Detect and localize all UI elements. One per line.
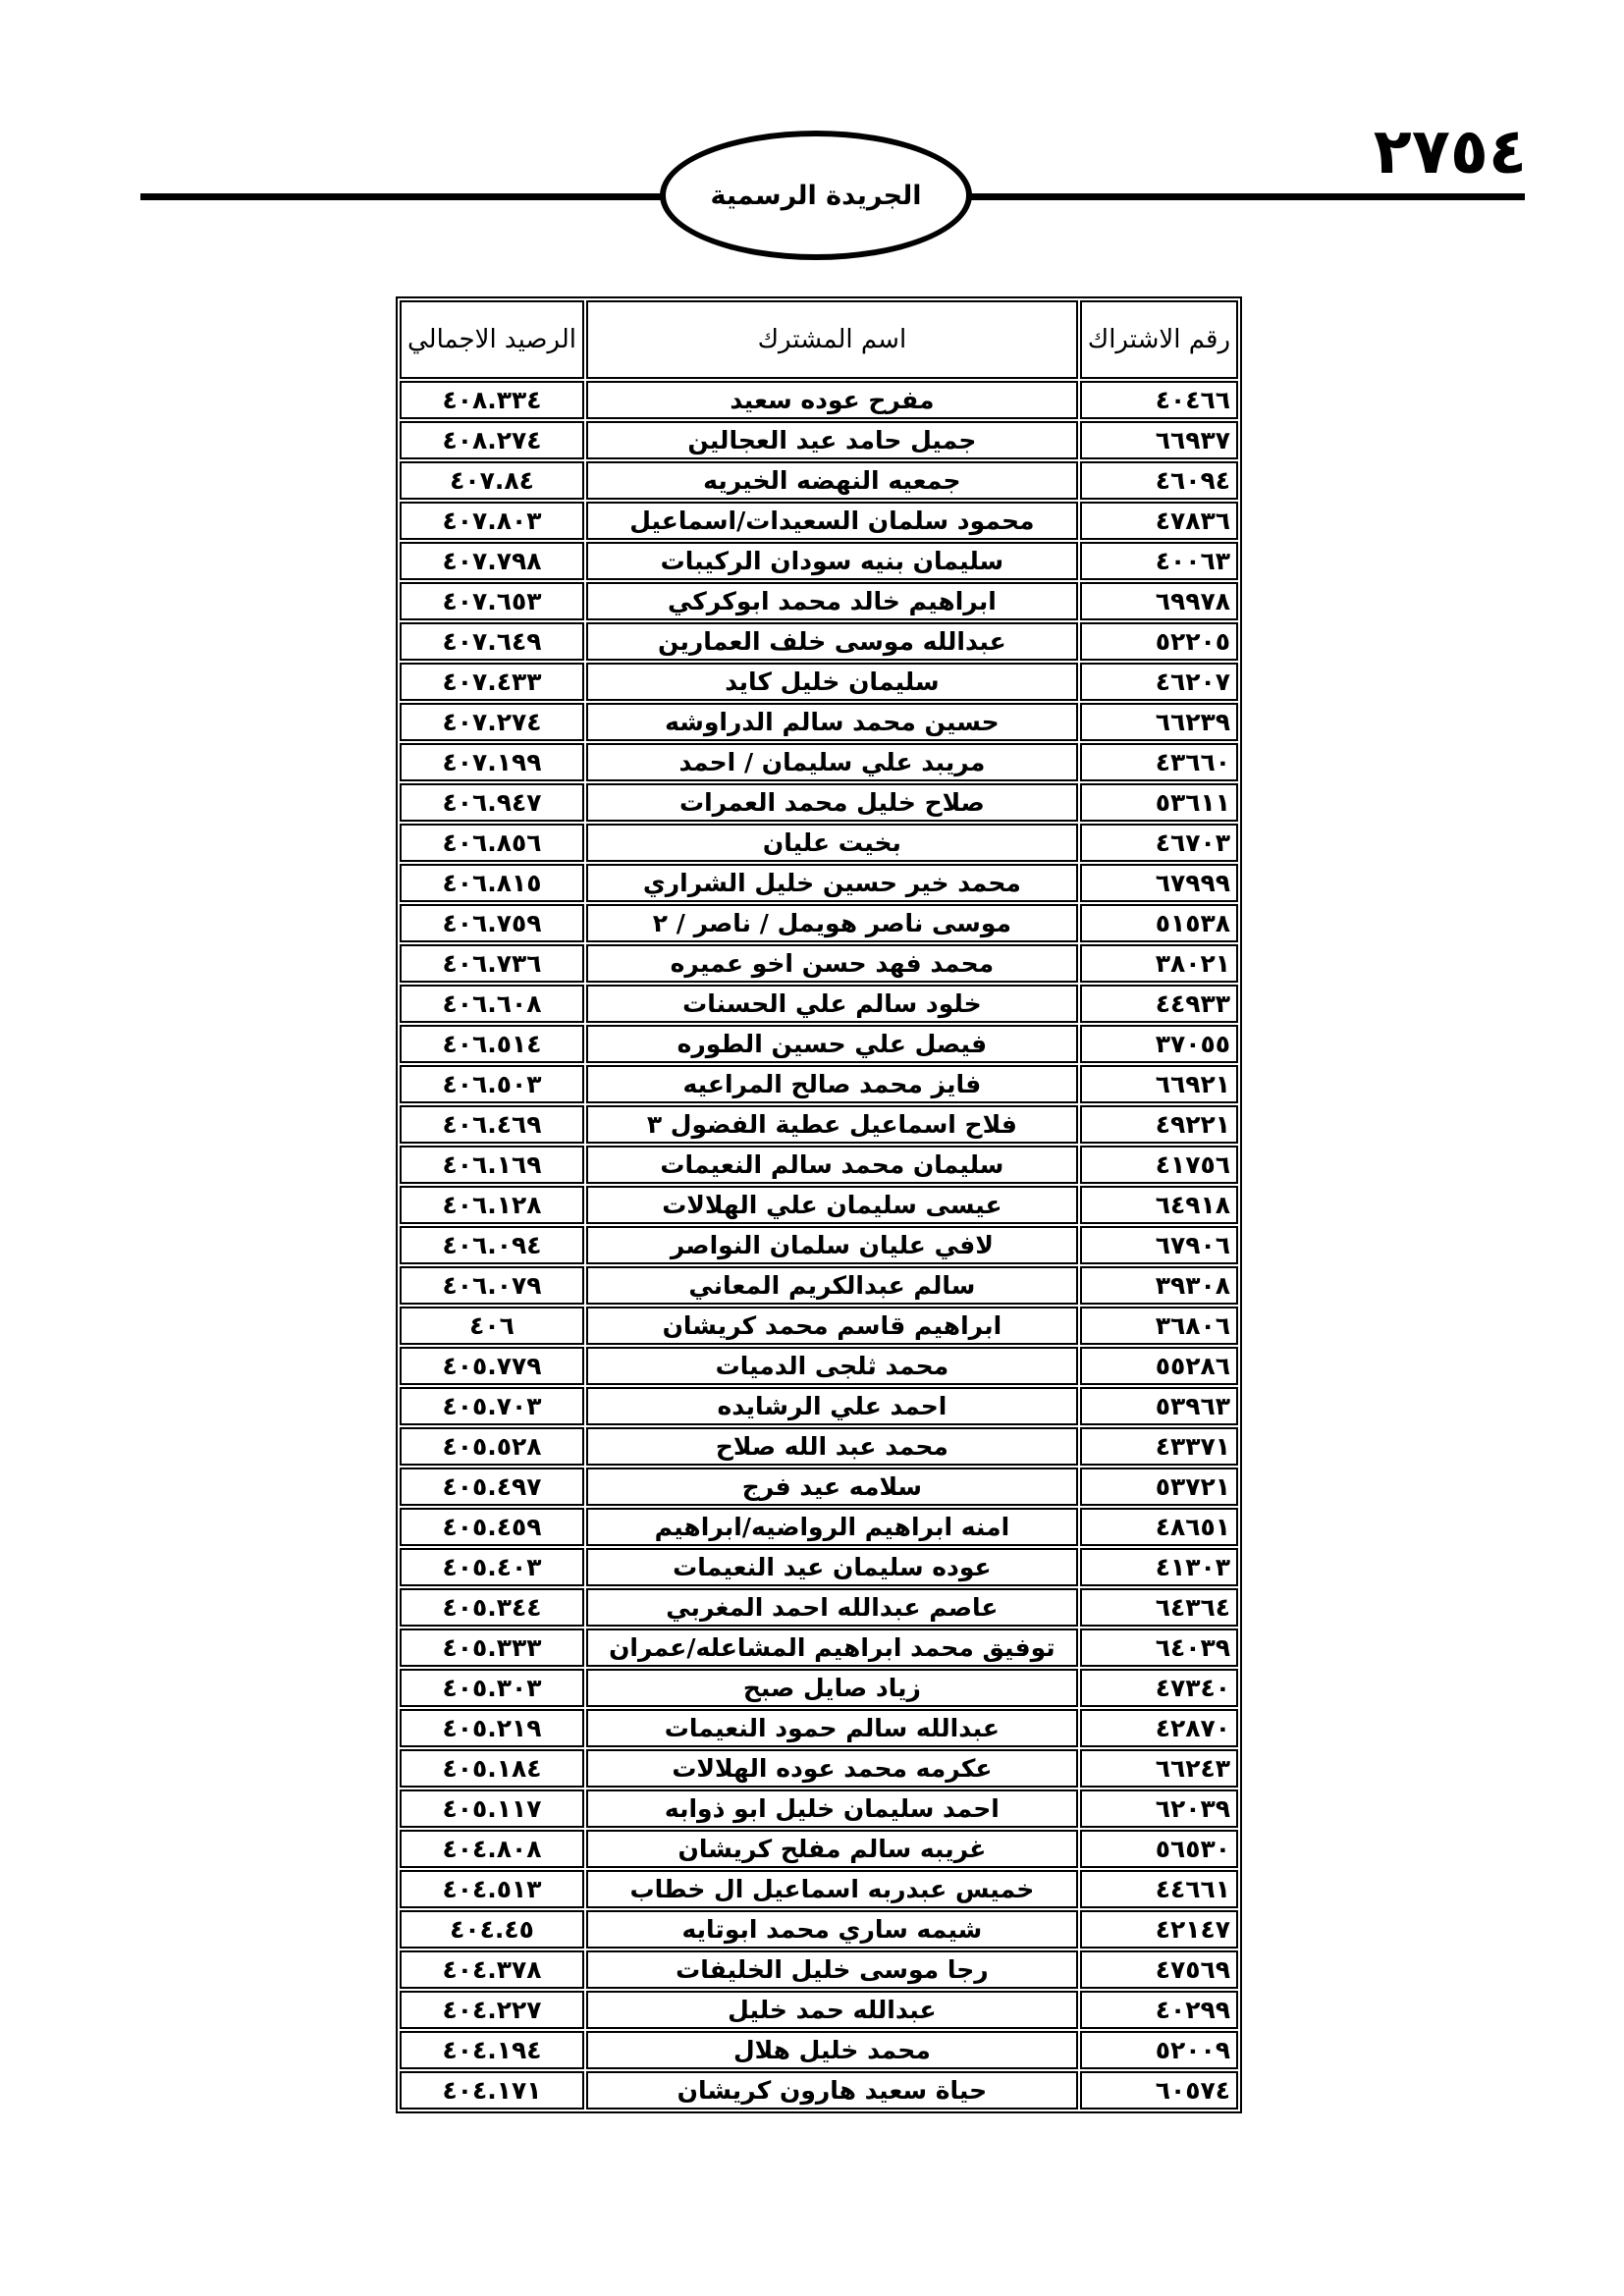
- table-row: [400, 1307, 1238, 1345]
- subscriber-name: بخيت عليان: [586, 824, 1078, 862]
- subscription-number: ٦٧٩٠٦: [1080, 1226, 1238, 1264]
- total-balance: ٤٠٨.٢٧٤: [400, 421, 584, 459]
- subscriber-name: غريبه سالم مفلح كريشان: [586, 1830, 1078, 1868]
- subscription-number: ٤٤٩٣٣: [1080, 985, 1238, 1023]
- subscriber-name: عبدالله موسى خلف العمارين: [586, 622, 1078, 661]
- subscription-number: ٤٤٦٦١: [1080, 1870, 1238, 1908]
- subscriber-name: امنه ابراهيم الرواضيه/ابراهيم: [586, 1508, 1078, 1546]
- table-row: [400, 1749, 1238, 1788]
- subscription-number: ٤٨٦٥١: [1080, 1508, 1238, 1546]
- total-balance: ٤٠٦.٤٦٩: [400, 1105, 584, 1144]
- subscription-number: ٥١٥٣٨: [1080, 904, 1238, 942]
- subscriber-name: فيصل علي حسين الطوره: [586, 1025, 1078, 1063]
- table-row: [400, 381, 1238, 419]
- subscriber-name: شيمه ساري محمد ابوتايه: [586, 1910, 1078, 1949]
- subscription-number: ٦٤٠٣٩: [1080, 1629, 1238, 1667]
- table-row: [400, 1870, 1238, 1908]
- table-row: [400, 663, 1238, 701]
- subscription-number: ٤٢١٤٧: [1080, 1910, 1238, 1949]
- table-row: [400, 824, 1238, 862]
- total-balance: ٤٠٧.٦٥٣: [400, 582, 584, 620]
- subscription-number: ٦٦٩٢١: [1080, 1065, 1238, 1103]
- subscription-number: ٣٦٨٠٦: [1080, 1307, 1238, 1345]
- total-balance: ٤٠٤.١٧١: [400, 2071, 584, 2109]
- subscription-number: ٦٦٢٣٩: [1080, 703, 1238, 741]
- subscriber-name: رجا موسى خليل الخليفات: [586, 1950, 1078, 1989]
- subscriber-name: توفيق محمد ابراهيم المشاعله/عمران: [586, 1629, 1078, 1667]
- total-balance: ٤٠٤.٣٧٨: [400, 1950, 584, 1989]
- subscription-number: ٤٠٤٦٦: [1080, 381, 1238, 419]
- subscriber-name: مفرح عوده سعيد: [586, 381, 1078, 419]
- subscriber-name: عبدالله حمد خليل: [586, 1991, 1078, 2029]
- subscriber-name: سالم عبدالكريم المعاني: [586, 1266, 1078, 1305]
- subscription-number: ٥٢٠٠٩: [1080, 2031, 1238, 2069]
- subscription-number: ٣٩٣٠٨: [1080, 1266, 1238, 1305]
- subscription-number: ٣٨٠٢١: [1080, 944, 1238, 983]
- total-balance: ٤٠٥.٧٠٣: [400, 1387, 584, 1425]
- table-row: [400, 1186, 1238, 1224]
- gazette-title: الجريدة الرسمية: [710, 180, 922, 211]
- subscriber-name: احمد سليمان خليل ابو ذوابه: [586, 1789, 1078, 1828]
- table-row: [400, 1709, 1238, 1747]
- subscriber-name: جمعيه النهضه الخيريه: [586, 461, 1078, 500]
- subscriber-name: عكرمه محمد عوده الهلالات: [586, 1749, 1078, 1788]
- total-balance: ٤٠٦.١٦٩: [400, 1146, 584, 1184]
- subscription-number: ٤٢٨٧٠: [1080, 1709, 1238, 1747]
- total-balance: ٤٠٥.٣٣٣: [400, 1629, 584, 1667]
- subscription-number: ٦٦٢٤٣: [1080, 1749, 1238, 1788]
- subscription-number: ٦٩٩٧٨: [1080, 582, 1238, 620]
- table-row: [400, 1347, 1238, 1385]
- table-row: [400, 622, 1238, 661]
- total-balance: ٤٠٤.١٩٤: [400, 2031, 584, 2069]
- subscriber-name: محمود سلمان السعيدات/اسماعيل: [586, 502, 1078, 540]
- subscriber-name: فلاح اسماعيل عطية الفضول ٣: [586, 1105, 1078, 1144]
- total-balance: ٤٠٤.٤٥: [400, 1910, 584, 1949]
- total-balance: ٤٠٦.٨١٥: [400, 864, 584, 902]
- gazette-title-oval: [660, 131, 972, 260]
- table-row: [400, 904, 1238, 942]
- total-balance: ٤٠٥.٢١٩: [400, 1709, 584, 1747]
- total-balance: ٤٠٥.١٨٤: [400, 1749, 584, 1788]
- total-balance: ٤٠٦.٥٠٣: [400, 1065, 584, 1103]
- subscription-number: ٣٧٠٥٥: [1080, 1025, 1238, 1063]
- subscription-number: ٤١٣٠٣: [1080, 1548, 1238, 1586]
- table-row: [400, 743, 1238, 781]
- subscription-number: ٦٢٠٣٩: [1080, 1789, 1238, 1828]
- total-balance: ٤٠٧.٨٤: [400, 461, 584, 500]
- subscription-number: ٦٦٩٣٧: [1080, 421, 1238, 459]
- total-balance: ٤٠٧.٢٧٤: [400, 703, 584, 741]
- subscriber-name: لافي عليان سلمان النواصر: [586, 1226, 1078, 1264]
- subscription-number: ٤٧٣٤٠: [1080, 1669, 1238, 1707]
- total-balance: ٤٠٥.٤٩٧: [400, 1468, 584, 1506]
- subscriber-name: حسين محمد سالم الدراوشه: [586, 703, 1078, 741]
- subscriber-name: جميل حامد عيد العجالين: [586, 421, 1078, 459]
- subscription-number: ٥٣٦١١: [1080, 783, 1238, 822]
- table-row: [400, 2031, 1238, 2069]
- table-row: [400, 1991, 1238, 2029]
- subscriber-name: محمد فهد حسن اخو عميره: [586, 944, 1078, 983]
- column-header-number: رقم الاشتراك: [1080, 300, 1238, 379]
- table-row: [400, 461, 1238, 500]
- total-balance: ٤٠٥.٧٧٩: [400, 1347, 584, 1385]
- table-row: [400, 421, 1238, 459]
- total-balance: ٤٠٦.٨٥٦: [400, 824, 584, 862]
- subscriber-name: زياد صايل صبح: [586, 1669, 1078, 1707]
- table-row: [400, 1025, 1238, 1063]
- column-header-balance: الرصيد الاجمالي: [400, 300, 584, 379]
- subscriber-name: ابراهيم قاسم محمد كريشان: [586, 1307, 1078, 1345]
- subscription-number: ٥٣٩٦٣: [1080, 1387, 1238, 1425]
- subscription-number: ٤٦٢٠٧: [1080, 663, 1238, 701]
- total-balance: ٤٠٦.٦٠٨: [400, 985, 584, 1023]
- subscription-number: ٦٠٥٧٤: [1080, 2071, 1238, 2109]
- total-balance: ٤٠٧.٦٤٩: [400, 622, 584, 661]
- table-row: [400, 1508, 1238, 1546]
- total-balance: ٤٠٥.٣٤٤: [400, 1588, 584, 1627]
- subscriber-name: صلاح خليل محمد العمرات: [586, 783, 1078, 822]
- total-balance: ٤٠٦.١٢٨: [400, 1186, 584, 1224]
- subscriber-name: خلود سالم علي الحسنات: [586, 985, 1078, 1023]
- total-balance: ٤٠٥.٣٠٣: [400, 1669, 584, 1707]
- subscription-number: ٥٥٢٨٦: [1080, 1347, 1238, 1385]
- table-row: [400, 1266, 1238, 1305]
- subscriber-name: محمد خليل هلال: [586, 2031, 1078, 2069]
- table-row: [400, 944, 1238, 983]
- subscriber-name: محمد ثلجى الدميات: [586, 1347, 1078, 1385]
- table-row: [400, 1226, 1238, 1264]
- table-row: [400, 1830, 1238, 1868]
- subscriber-name: عيسى سليمان علي الهلالات: [586, 1186, 1078, 1224]
- table-row: [400, 1065, 1238, 1103]
- subscriber-name: عوده سليمان عيد النعيمات: [586, 1548, 1078, 1586]
- subscribers-table: [396, 296, 1242, 2113]
- subscriber-name: محمد عبد الله صلاح: [586, 1427, 1078, 1466]
- subscription-number: ٦٤٣٦٤: [1080, 1588, 1238, 1627]
- subscriber-name: ابراهيم خالد محمد ابوكركي: [586, 582, 1078, 620]
- subscriber-name: سليمان خليل كايد: [586, 663, 1078, 701]
- total-balance: ٤٠٨.٣٣٤: [400, 381, 584, 419]
- subscription-number: ٤٦٧٠٣: [1080, 824, 1238, 862]
- total-balance: ٤٠٤.٢٢٧: [400, 1991, 584, 2029]
- table-row: [400, 1548, 1238, 1586]
- total-balance: ٤٠٦.٠٧٩: [400, 1266, 584, 1305]
- subscriber-name: موسى ناصر هويمل / ناصر / ٢: [586, 904, 1078, 942]
- subscription-number: ٥٢٢٠٥: [1080, 622, 1238, 661]
- subscription-number: ٤٦٠٩٤: [1080, 461, 1238, 500]
- page-number: ٢٧٥٤: [1373, 116, 1527, 188]
- table-row: [400, 1468, 1238, 1506]
- subscriber-name: عبدالله سالم حمود النعيمات: [586, 1709, 1078, 1747]
- subscription-number: ٤٣٦٦٠: [1080, 743, 1238, 781]
- subscriber-name: سليمان بنيه سودان الركيبات: [586, 542, 1078, 580]
- subscription-number: ٤٩٢٢١: [1080, 1105, 1238, 1144]
- table-row: [400, 1789, 1238, 1828]
- total-balance: ٤٠٦: [400, 1307, 584, 1345]
- subscription-number: ٤٧٨٣٦: [1080, 502, 1238, 540]
- table-row: [400, 1669, 1238, 1707]
- subscriber-name: محمد خير حسين خليل الشراري: [586, 864, 1078, 902]
- subscription-number: ٤٠٠٦٣: [1080, 542, 1238, 580]
- total-balance: ٤٠٧.٨٠٣: [400, 502, 584, 540]
- total-balance: ٤٠٦.٩٤٧: [400, 783, 584, 822]
- table-row: [400, 582, 1238, 620]
- total-balance: ٤٠٦.٧٥٩: [400, 904, 584, 942]
- subscription-number: ٦٧٩٩٩: [1080, 864, 1238, 902]
- total-balance: ٤٠٤.٨٠٨: [400, 1830, 584, 1868]
- subscription-number: ٤٠٢٩٩: [1080, 1991, 1238, 2029]
- subscriber-name: احمد علي الرشايده: [586, 1387, 1078, 1425]
- total-balance: ٤٠٦.٧٣٦: [400, 944, 584, 983]
- table-row: [400, 1387, 1238, 1425]
- subscriber-name: خميس عبدربه اسماعيل ال خطاب: [586, 1870, 1078, 1908]
- subscription-number: ٦٤٩١٨: [1080, 1186, 1238, 1224]
- subscription-number: ٤١٧٥٦: [1080, 1146, 1238, 1184]
- subscription-number: ٤٣٣٧١: [1080, 1427, 1238, 1466]
- subscriber-name: حياة سعيد هارون كريشان: [586, 2071, 1078, 2109]
- total-balance: ٤٠٤.٥١٣: [400, 1870, 584, 1908]
- table-row: [400, 1910, 1238, 1949]
- table-row: [400, 1950, 1238, 1989]
- table-row: [400, 1146, 1238, 1184]
- total-balance: ٤٠٥.٥٢٨: [400, 1427, 584, 1466]
- total-balance: ٤٠٥.٤٠٣: [400, 1548, 584, 1586]
- column-header-name: اسم المشترك: [586, 300, 1078, 379]
- total-balance: ٤٠٧.٤٣٣: [400, 663, 584, 701]
- table-row: [400, 502, 1238, 540]
- total-balance: ٤٠٥.٤٥٩: [400, 1508, 584, 1546]
- table-row: [400, 1105, 1238, 1144]
- table-row: [400, 542, 1238, 580]
- subscriber-name: سليمان محمد سالم النعيمات: [586, 1146, 1078, 1184]
- table-row: [400, 1629, 1238, 1667]
- table-row: [400, 703, 1238, 741]
- subscription-number: ٥٣٧٢١: [1080, 1468, 1238, 1506]
- total-balance: ٤٠٧.٧٩٨: [400, 542, 584, 580]
- total-balance: ٤٠٧.١٩٩: [400, 743, 584, 781]
- table-row: [400, 1427, 1238, 1466]
- table-row: [400, 1588, 1238, 1627]
- subscription-number: ٤٧٥٦٩: [1080, 1950, 1238, 1989]
- subscriber-name: عاصم عبدالله احمد المغربي: [586, 1588, 1078, 1627]
- subscription-number: ٥٦٥٣٠: [1080, 1830, 1238, 1868]
- total-balance: ٤٠٦.٥١٤: [400, 1025, 584, 1063]
- total-balance: ٤٠٦.٠٩٤: [400, 1226, 584, 1264]
- subscriber-name: مريبد علي سليمان / احمد: [586, 743, 1078, 781]
- table-row: [400, 864, 1238, 902]
- table-row: [400, 985, 1238, 1023]
- table-row: [400, 2071, 1238, 2109]
- table-row: [400, 783, 1238, 822]
- subscriber-name: فايز محمد صالح المراعيه: [586, 1065, 1078, 1103]
- table-header-row: [400, 300, 1238, 379]
- total-balance: ٤٠٥.١١٧: [400, 1789, 584, 1828]
- subscriber-name: سلامه عيد فرج: [586, 1468, 1078, 1506]
